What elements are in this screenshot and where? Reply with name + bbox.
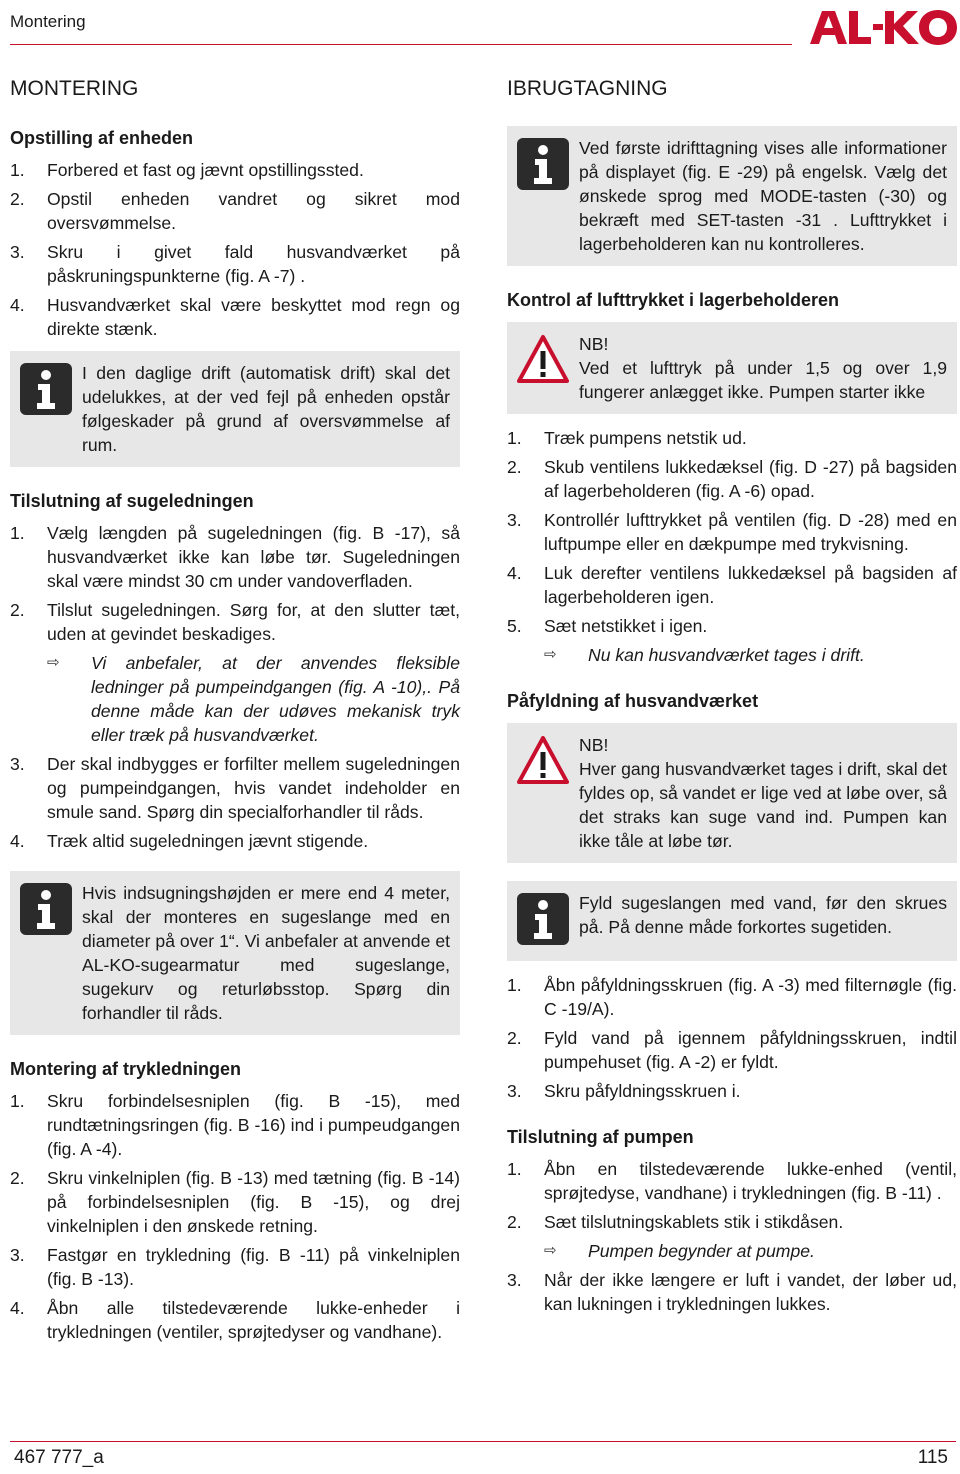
info-note-box xyxy=(507,881,957,961)
info-note-text: I den daglige drift (automatisk drift) skal det udelukkes, at der ved fejl på enheden opstår følgeskader på grund af oversvømmelse af rum. xyxy=(82,363,450,455)
list-item: 2. Sæt tilslutningskablets stik i stikdåsen. xyxy=(507,1212,844,1232)
list-item: 2. Tilslut sugeledningen. Sørg for, at den slutter tæt, uden at gevindet beskadiges. xyxy=(10,600,460,644)
opstilling-steps xyxy=(10,158,460,341)
warning-label: NB! xyxy=(579,334,609,354)
sugeledning-steps-cont xyxy=(10,752,460,853)
heading-opstilling: Opstilling af enheden xyxy=(10,128,194,148)
warning-text: Ved et lufttryk på under 1,5 og over 1,9 fungerer anlægget ikke. Pumpen starter ikke xyxy=(579,358,947,402)
heading-paafyldning: Påfyldning af husvandværket xyxy=(507,691,759,711)
list-item: 3. Når der ikke længere er luft i vandet, der løber ud, kan lukningen i trykledningen lukkes. xyxy=(507,1270,957,1314)
warning-icon xyxy=(517,334,569,386)
arrow-icon: ⇨ xyxy=(544,646,557,663)
info-icon xyxy=(20,363,72,415)
document-number: 467 777_a xyxy=(14,1447,104,1468)
list-item: 1. Træk pumpens netstik ud. xyxy=(507,428,747,448)
warning-note-box xyxy=(507,723,957,863)
list-item: 3. Der skal indbygges er forfilter mellem sugeledningen og pumpeindgangen, hvis vandet indeholder en smule sand. Spørg din specialforhandler til råds. xyxy=(10,754,460,822)
list-item: 3. Fastgør en trykledning (fig. B -11) på vinkelniplen (fig. B -13). xyxy=(10,1245,460,1289)
list-item: 3. Skru påfyldningsskruen i. xyxy=(507,1081,741,1101)
list-item: 4. Træk altid sugeledningen jævnt stigende. xyxy=(10,831,369,851)
list-item: 2. Skru vinkelniplen (fig. B -13) med tætning (fig. B -14) på forbindelsesniplen (fig. B -15), og drej vinkelniplen i den ønskede retning. xyxy=(10,1168,460,1236)
sugeledning-steps xyxy=(10,521,460,646)
result-note: ⇨ Vi anbefaler, at der anvendes fleksible ledninger på pumpeindgangen (fig. A -10),. På denne måde kan der udøves mekanisk tryk eller træk på husvandværket. xyxy=(47,653,460,745)
page-number: 115 xyxy=(917,1447,948,1468)
result-note: ⇨ Nu kan husvandværket tages i drift. xyxy=(544,645,865,665)
list-item: 2. Fyld vand på igennem påfyldningsskruen, indtil pumpehuset (fig. A -2) er fyldt. xyxy=(507,1028,957,1072)
info-note-box xyxy=(507,126,957,266)
info-note-box xyxy=(10,871,460,1035)
list-item: 1. Åbn påfyldningsskruen (fig. A -3) med filternøgle (fig. C -19/A). xyxy=(507,975,957,1019)
list-item: 3. Skru i givet fald husvandværket på påskruningspunkterne (fig. A -7) . xyxy=(10,242,460,286)
list-item: 2. Opstil enheden vandret og sikret mod oversvømmelse. xyxy=(10,189,460,233)
warning-icon xyxy=(517,735,569,787)
heading-lufttryk: Kontrol af lufttrykket i lagerbeholderen xyxy=(507,290,840,310)
brand-logo xyxy=(808,8,958,46)
heading-pumpe: Tilslutning af pumpen xyxy=(507,1127,694,1147)
list-item: 4. Åbn alle tilstedeværende lukke-enheder i trykledningen (ventiler, sprøjtedyser og vandhane). xyxy=(10,1298,460,1342)
paafyldning-steps xyxy=(507,973,957,1103)
heading-trykledning: Montering af trykledningen xyxy=(10,1059,242,1079)
info-icon xyxy=(517,138,569,190)
warning-label: NB! xyxy=(579,735,609,755)
list-item: 3. Kontrollér lufttrykket på ventilen (fig. D -28) med en luftpumpe eller en dækpumpe med trykvisning. xyxy=(507,510,957,554)
list-item: 4. Husvandværket skal være beskyttet mod regn og direkte stænk. xyxy=(10,295,460,339)
info-note-text: Hvis indsugningshøjden er mere end 4 meter, skal der monteres en sugeslange med en diameter på over 1“. Vi anbefaler at anvende et AL-KO-sugearmatur med sugeslange, sugekurv og returløbsstop. Spørg din forhandler til råds. xyxy=(82,883,450,1023)
running-header: Montering xyxy=(10,12,86,31)
list-item: 1. Vælg længden på sugeledningen (fig. B -17), så husvandværket ikke kan løbe tør. Sugeledningen skal være mindst 30 cm under vandoverfladen. xyxy=(10,523,460,591)
pumpe-steps xyxy=(507,1157,957,1234)
list-item: 4. Luk derefter ventilens lukkedæksel på bagsiden af lagerbeholderen igen. xyxy=(507,563,957,607)
info-icon xyxy=(517,893,569,945)
arrow-icon: ⇨ xyxy=(544,1242,557,1259)
lufttryk-steps xyxy=(507,426,957,638)
pumpe-steps-cont xyxy=(507,1268,957,1316)
footer-rule xyxy=(10,1441,956,1442)
list-item: 1. Skru forbindelsesniplen (fig. B -15), med rundtætningsringen (fig. B -16) ind i pumpeudgangen (fig. A -4). xyxy=(10,1091,460,1159)
warning-note-box xyxy=(507,322,957,414)
list-item: 1. Forbered et fast og jævnt opstillingssted. xyxy=(10,160,364,180)
list-item: 5. Sæt netstikket i igen. xyxy=(507,616,708,636)
arrow-icon: ⇨ xyxy=(47,654,60,671)
info-note-text: Ved første idrifttagning vises alle informationer på displayet (fig. E -29) på engelsk. Vælg det ønskede sprog med MODE-tasten (-30) og bekræft med SET-tasten -31 . Lufttrykket i lagerbeholderen kan nu kontrolleres. xyxy=(579,138,947,254)
result-note: ⇨ Pumpen begynder at pumpe. xyxy=(544,1241,815,1261)
right-column xyxy=(507,74,957,1321)
warning-text: Hver gang husvandværket tages i drift, skal det fyldes op, så vandet er lige ved at løbe over, så det straks kan suge vand ind. Pumpen kan ikke tåle at løbe tør. xyxy=(579,759,947,851)
trykledning-steps xyxy=(10,1089,460,1344)
info-note-text: Fyld sugeslangen med vand, før den skrues på. På denne måde forkortes sugetiden. xyxy=(579,893,947,937)
left-column xyxy=(10,74,460,1349)
list-item: 1. Åbn en tilstedeværende lukke-enhed (ventil, sprøjtedyse, vandhane) i trykledningen (fig. B -11) . xyxy=(507,1159,957,1203)
info-note-box xyxy=(10,351,460,467)
list-item: 2. Skub ventilens lukkedæksel (fig. D -27) på bagsiden af lagerbeholderen (fig. A -6) opad. xyxy=(507,457,957,501)
section-title-montering: MONTERING xyxy=(10,77,139,100)
heading-sugeledning: Tilslutning af sugeledningen xyxy=(10,491,254,511)
section-title-ibrugtagning: IBRUGTAGNING xyxy=(507,77,668,100)
info-icon xyxy=(20,883,72,935)
header-rule xyxy=(10,44,792,45)
